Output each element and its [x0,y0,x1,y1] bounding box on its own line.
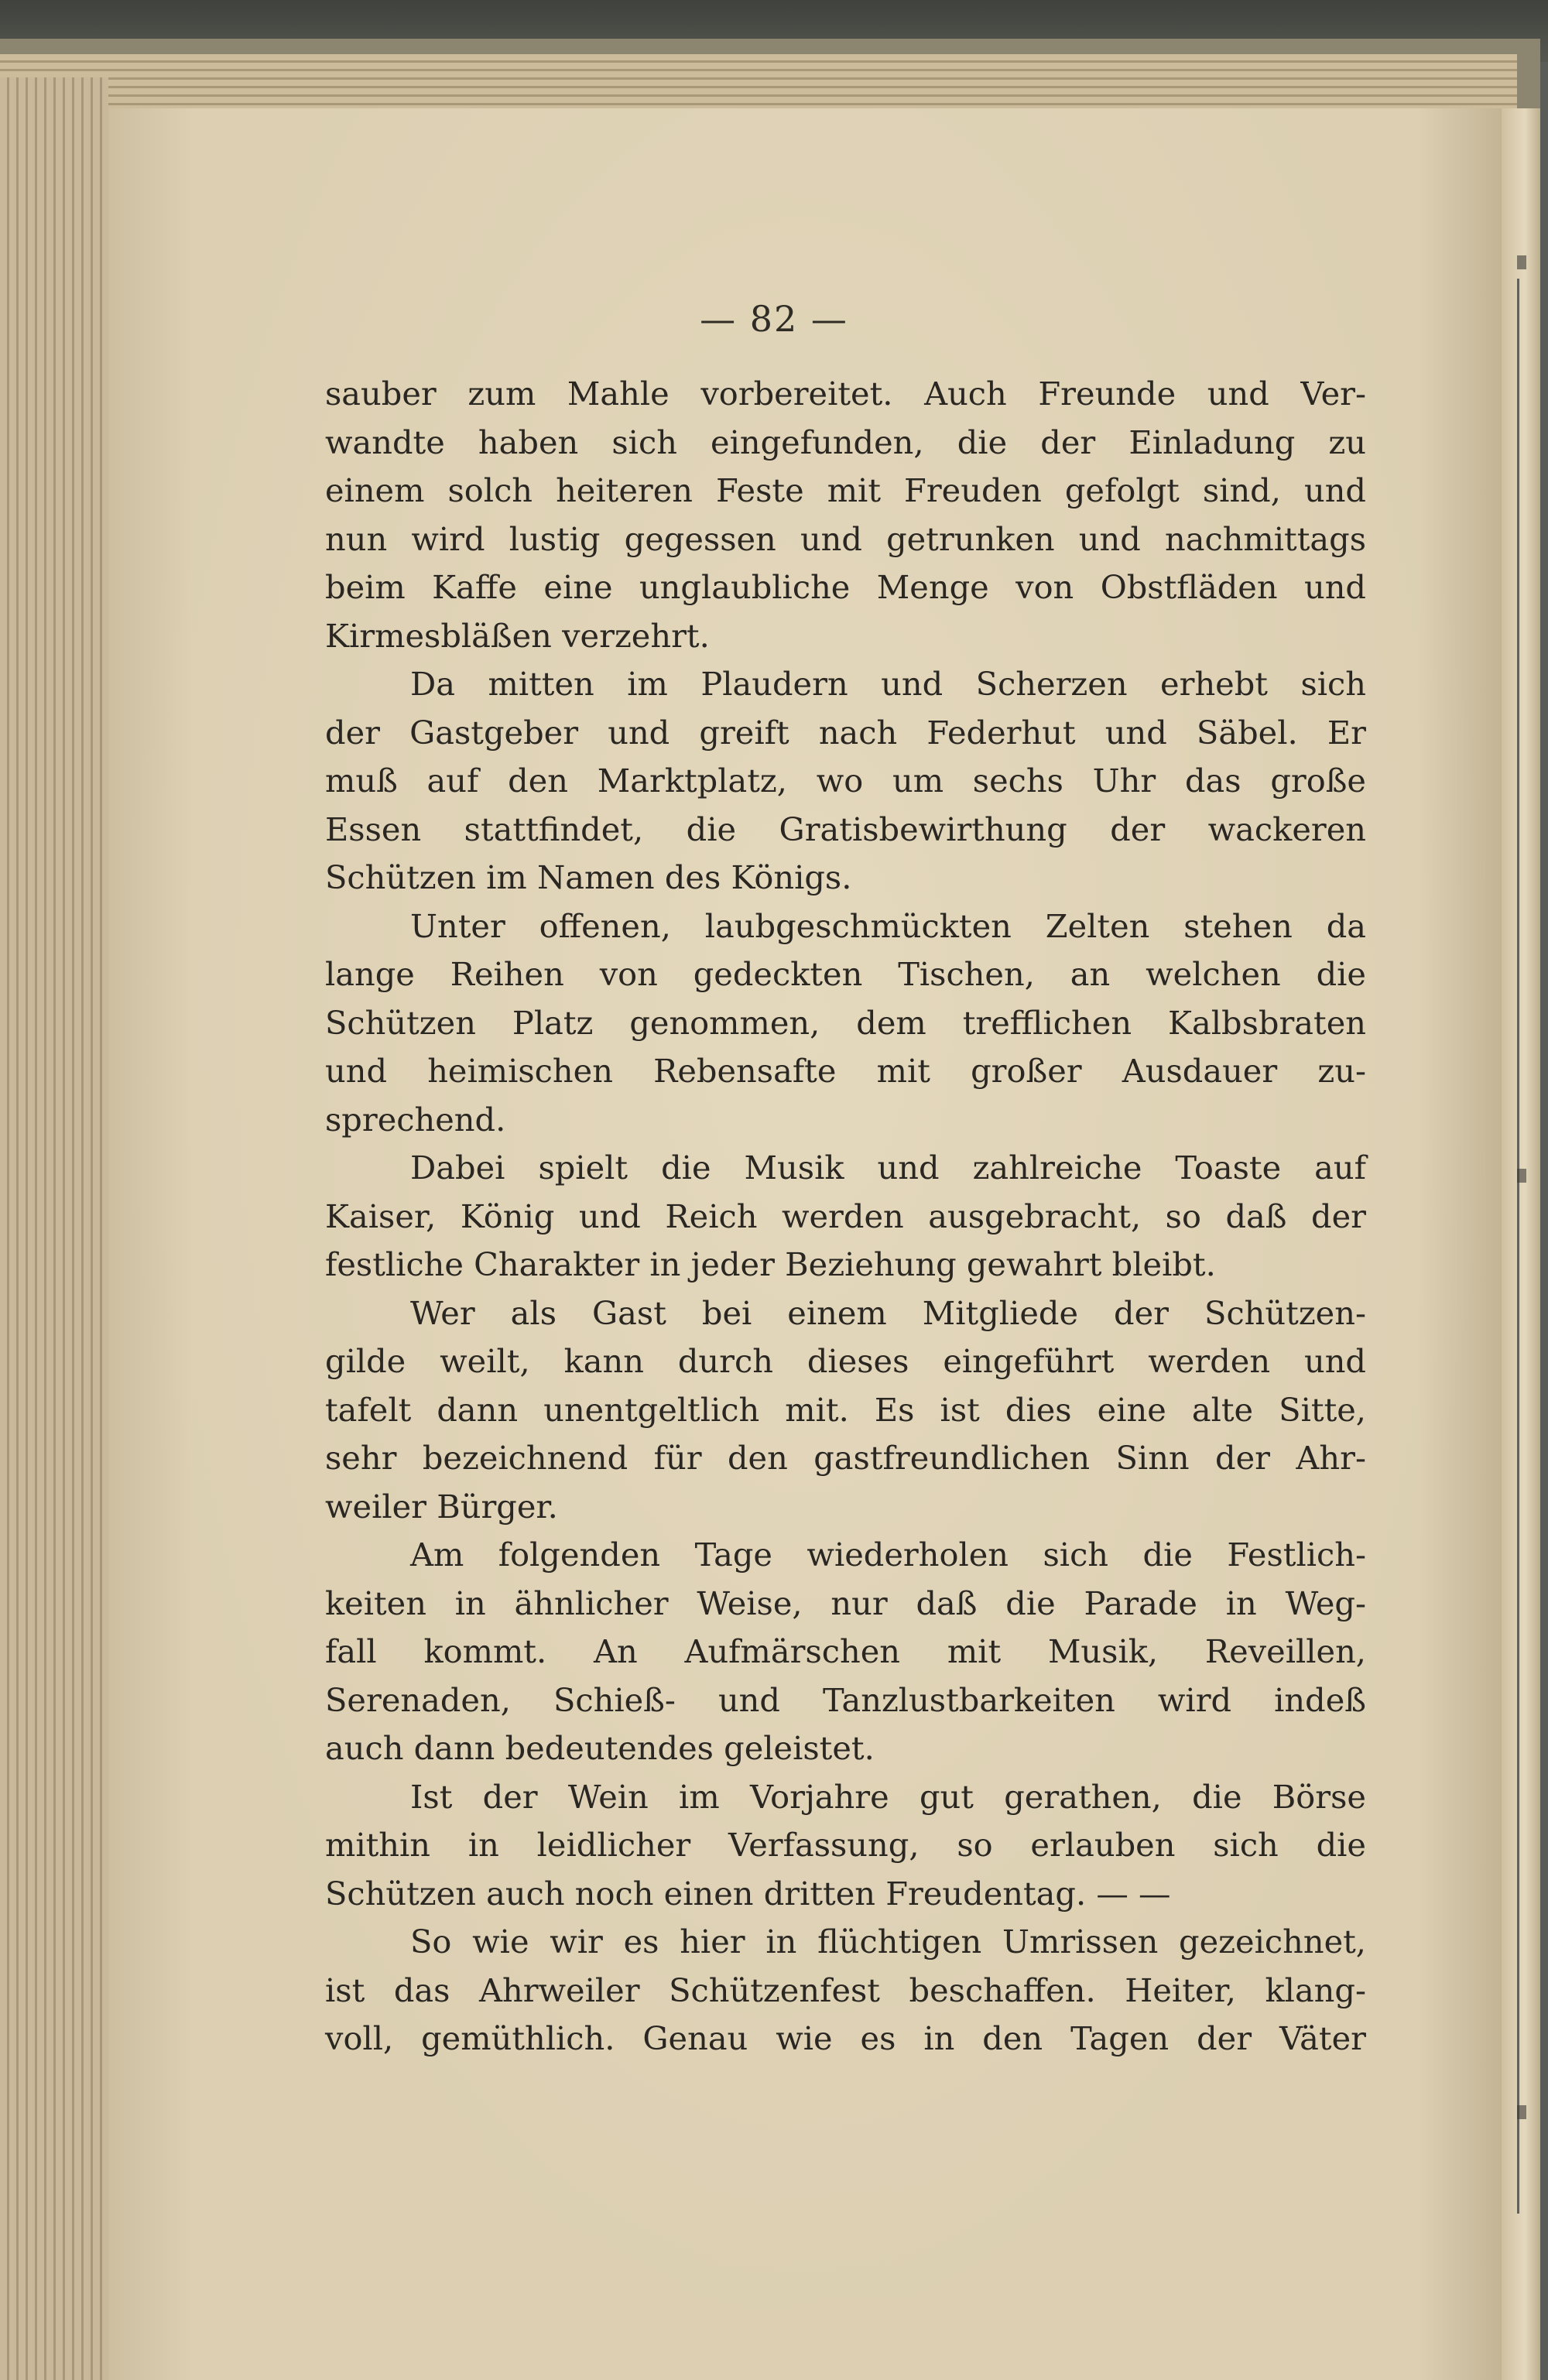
text-line: festliche Charakter in jeder Beziehung gewahrt bleibt. [325,1245,1216,1283]
text-line: auch dann bedeutendes geleistet. [325,1729,875,1767]
text-line: sauber zum Mahle vorbereitet. Auch Freunde und Ver- [325,375,1366,413]
text-line: Ist der Wein im Vorjahre gut gerathen, die Börse [410,1777,1366,1816]
text-line: Dabei spielt die Musik und zahlreiche Toaste auf [410,1149,1366,1187]
text-line: lange Reihen von gedeckten Tischen, an welchen die [325,955,1366,993]
text-line: ist das Ahrweiler Schützenfest beschaffen. Heiter, klang- [325,1971,1366,2009]
text-line: Wer als Gast bei einem Mitgliede der Schützen- [410,1293,1366,1332]
page-edge-right [1502,108,1540,2380]
margin-mark [1517,1169,1526,1183]
text-line: Schützen Platz genommen, dem trefflichen Kalbsbraten [325,1003,1366,1042]
text-line: wandte haben sich eingefunden, die der Einladung zu [325,423,1366,461]
text-line: Kaiser, König und Reich werden ausgebracht, so daß der [325,1197,1366,1235]
text-line: tafelt dann unentgeltlich mit. Es ist dies eine alte Sitte, [325,1390,1366,1429]
margin-mark [1517,2105,1526,2119]
text-line: und heimischen Rebensafte mit großer Ausdauer zu- [325,1052,1366,1090]
text-line: Unter offenen, laubgeschmückten Zelten stehen da [410,906,1366,945]
page-edges-left [0,77,108,2380]
text-line: muß auf den Marktplatz, wo um sechs Uhr das große [325,762,1366,800]
text-line: der Gastgeber und greift nach Federhut und Säbel. Er [325,713,1366,752]
page-edges-top [0,54,1517,108]
text-line: Kirmesbläßen verzehrt. [325,616,710,655]
margin-mark [1517,255,1526,269]
body-text [325,370,1366,2063]
text-line: keiten in ähnlicher Weise, nur daß die Parade in Weg- [325,1584,1366,1622]
text-line: So wie wir es hier in flüchtigen Umrissen gezeichnet, [410,1923,1366,1961]
text-line: Essen stattfindet, die Gratisbewirthung der wackeren [325,810,1366,848]
text-line: weiler Bürger. [325,1487,558,1526]
text-line: beim Kaffe eine unglaubliche Menge von Obstfläden und [325,568,1366,606]
text-line: mithin in leidlicher Verfassung, so erlauben sich die [325,1826,1366,1864]
text-line: sehr bezeichnend für den gastfreundlichen Sinn der Ahr- [325,1439,1366,1477]
text-line: sprechend. [325,1100,506,1139]
page-number: — 82 — [700,298,848,340]
text-line: Schützen im Namen des Königs. [325,858,852,896]
text-line: Da mitten im Plaudern und Scherzen erhebt sich [410,665,1366,703]
text-line: Am folgenden Tage wiederholen sich die Festlich- [410,1536,1366,1574]
text-line: Schützen auch noch einen dritten Freudentag. — — [325,1874,1171,1913]
text-line: fall kommt. An Aufmärschen mit Musik, Reveillen, [325,1632,1366,1670]
text-line: voll, gemüthlich. Genau wie es in den Tagen der Väter [325,2019,1366,2057]
text-line: einem solch heiteren Feste mit Freuden gefolgt sind, und [325,471,1366,509]
text-line: gilde weilt, kann durch dieses eingeführt werden und [325,1342,1366,1380]
text-line: nun wird lustig gegessen und getrunken und nachmittags [325,519,1366,558]
gutter-line [1517,279,1519,2214]
text-line: Serenaden, Schieß- und Tanzlustbarkeiten wird indeß [325,1680,1366,1719]
